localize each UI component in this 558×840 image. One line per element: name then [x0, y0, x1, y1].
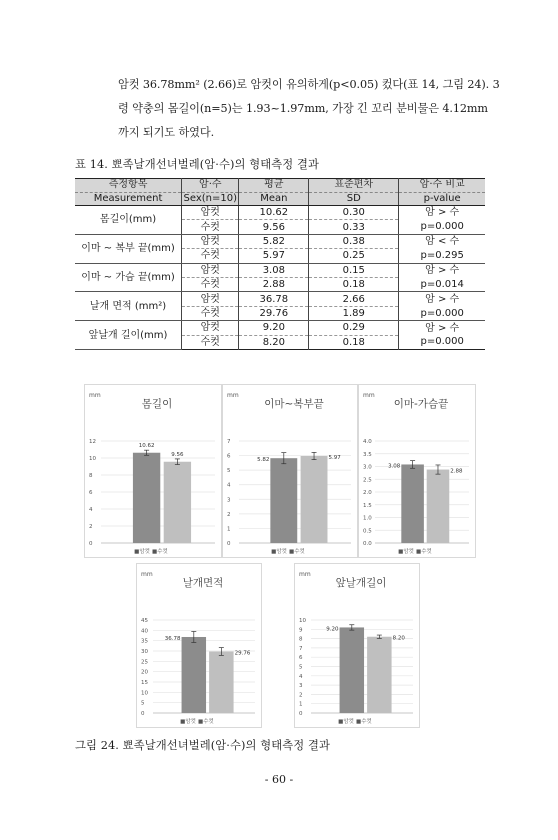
- mean-cell: 8.20: [239, 335, 309, 349]
- chart-wing-area: [136, 563, 262, 728]
- axis-unit-label: mm: [299, 571, 311, 578]
- y-tick-label: 20: [141, 669, 148, 676]
- axis-unit-label: mm: [363, 392, 375, 399]
- y-tick-label: 40: [141, 628, 148, 635]
- axis-unit-label: mm: [141, 571, 153, 578]
- table-header-row-kr: [75, 179, 485, 193]
- sd-cell: 0.29: [309, 321, 399, 335]
- mean-cell: 3.08: [239, 263, 309, 277]
- sd-cell: 1.89: [309, 306, 399, 320]
- pvalue-cell: p=0.295: [399, 249, 485, 263]
- header-compare-kr: 암·수 비교: [399, 179, 485, 193]
- y-tick-label: 5: [227, 468, 231, 475]
- table-row: [75, 321, 485, 335]
- legend-item-male: ■수컷: [416, 549, 432, 555]
- bar: [367, 637, 391, 713]
- bar: [182, 637, 206, 713]
- legend-item-female: ■암컷: [180, 719, 196, 725]
- page-number: - 60 -: [264, 773, 294, 786]
- table-row: [75, 292, 485, 306]
- y-tick-label: 4: [227, 482, 231, 489]
- pvalue-cell: p=0.014: [399, 277, 485, 291]
- chart-title: 몸길이: [141, 398, 173, 410]
- sd-cell: 0.18: [309, 335, 399, 349]
- y-tick-label: 35: [141, 638, 148, 645]
- data-label: 36.78: [164, 635, 181, 642]
- legend-item-male: ■수컷: [152, 549, 168, 555]
- legend-item-female: ■암컷: [398, 549, 414, 555]
- measurement-item: 이마 ~ 가슴 끝(mm): [75, 263, 182, 292]
- paragraph-line-2: 령 약충의 몸길이(n=5)는 1.93~1.97mm, 가장 긴 꼬리 분비물은 4.12mm: [118, 102, 488, 115]
- y-tick-label: 45: [141, 618, 148, 624]
- header-sex-en: Sex(n=10): [183, 192, 238, 204]
- sex-cell: 암컷: [182, 292, 239, 306]
- mean-cell: 5.97: [239, 249, 309, 263]
- paragraph-line-3: 까지 되기도 하였다.: [118, 126, 215, 139]
- y-tick-label: 7: [299, 645, 303, 652]
- sex-cell: 수컷: [182, 249, 239, 263]
- table-header-row-en: [75, 192, 485, 206]
- mean-cell: 9.20: [239, 321, 309, 335]
- y-tick-label: 1.5: [363, 502, 372, 509]
- compare-cell: 암 > 수: [399, 321, 485, 335]
- sex-cell: 암컷: [182, 234, 239, 248]
- y-tick-label: 30: [141, 649, 148, 655]
- sd-cell: 0.38: [309, 234, 399, 248]
- compare-cell: 암 > 수: [399, 206, 485, 220]
- y-tick-label: 1: [227, 526, 231, 533]
- sd-cell: 0.25: [309, 249, 399, 263]
- y-tick-label: 0: [227, 541, 231, 547]
- table-row: [75, 234, 485, 248]
- y-tick-label: 3: [299, 683, 303, 690]
- data-label: 10.62: [138, 443, 155, 450]
- y-tick-label: 15: [141, 680, 148, 686]
- y-tick-label: 6: [299, 655, 303, 662]
- y-tick-label: 9: [299, 627, 303, 634]
- y-tick-label: 7: [227, 439, 231, 445]
- bar: [270, 458, 297, 543]
- measurement-item: 이마 ~ 복부 끝(mm): [75, 234, 182, 263]
- sex-cell: 암컷: [182, 263, 239, 277]
- data-label: 9.20: [326, 626, 339, 633]
- y-tick-label: 4: [89, 507, 93, 513]
- compare-cell: 암 > 수: [399, 263, 485, 277]
- chart-frons-thorax: [358, 384, 476, 558]
- header-sex-kr: 암·수: [182, 179, 239, 193]
- chart-frons-abdomen: [222, 384, 358, 558]
- bar: [301, 456, 328, 543]
- paragraph-line-1: 암컷 36.78mm² (2.66)로 암컷이 유의하게(p<0.05) 컸다(표 14, 그림 24). 3: [118, 78, 500, 91]
- header-pvalue-en: p-value: [399, 192, 485, 206]
- header-mean-kr: 평균: [239, 179, 309, 193]
- measurement-item: 날개 면적 (mm²): [75, 292, 182, 321]
- axis-unit-label: mm: [227, 392, 239, 399]
- mean-cell: 36.78: [239, 292, 309, 306]
- sex-cell: 수컷: [182, 335, 239, 349]
- bar: [164, 462, 191, 543]
- y-tick-label: 10: [141, 690, 148, 697]
- y-tick-label: 5: [299, 664, 303, 671]
- pvalue-cell: p=0.000: [399, 306, 485, 320]
- y-tick-label: 2: [227, 511, 231, 518]
- measurement-table: [75, 178, 485, 350]
- legend-item-male: ■수컷: [289, 549, 305, 555]
- data-label: 9.56: [171, 451, 184, 458]
- y-tick-label: 6: [227, 453, 231, 460]
- table-row: [75, 206, 485, 220]
- chart-title: 이마~복부끝: [264, 398, 324, 410]
- legend-item-female: ■암컷: [271, 549, 287, 555]
- bar: [340, 627, 364, 713]
- figure-caption: 그림 24. 뾰족날개선녀벌레(암·수)의 형태측정 결과: [75, 739, 330, 752]
- chart-title: 이마-가슴끝: [393, 398, 449, 410]
- measurement-item: 몸길이(mm): [75, 206, 182, 235]
- data-label: 3.08: [388, 463, 401, 470]
- sd-cell: 0.18: [309, 277, 399, 291]
- mean-cell: 9.56: [239, 220, 309, 234]
- bar: [427, 470, 450, 543]
- compare-cell: 암 > 수: [399, 292, 485, 306]
- header-sd-en: SD: [309, 192, 399, 206]
- header-measurement-en: Measurement: [75, 192, 182, 206]
- data-label: 29.76: [234, 650, 251, 657]
- chart-title: 앞날개길이: [335, 577, 387, 589]
- y-tick-label: 0: [141, 711, 145, 717]
- y-tick-label: 6: [89, 490, 93, 496]
- pvalue-cell: p=0.000: [399, 220, 485, 234]
- data-label: 8.20: [392, 635, 405, 642]
- chart-title: 날개면적: [182, 577, 224, 589]
- mean-cell: 2.88: [239, 277, 309, 291]
- y-tick-label: 4: [299, 673, 303, 680]
- y-tick-label: 0: [299, 711, 303, 717]
- mean-cell: 5.82: [239, 234, 309, 248]
- measurement-item: 앞날개 길이(mm): [75, 321, 182, 350]
- bar: [209, 651, 233, 713]
- y-tick-label: 2: [89, 524, 93, 530]
- y-tick-label: 2.0: [363, 490, 372, 496]
- y-tick-label: 10: [299, 618, 306, 624]
- header-measurement-kr: 측정항목: [75, 179, 182, 193]
- y-tick-label: 0: [89, 541, 93, 547]
- legend-item-male: ■수컷: [198, 719, 214, 725]
- y-tick-label: 2.5: [363, 477, 372, 484]
- sex-cell: 수컷: [182, 220, 239, 234]
- sex-cell: 수컷: [182, 277, 239, 291]
- y-tick-label: 8: [89, 473, 93, 479]
- data-label: 5.97: [328, 455, 341, 462]
- sex-cell: 암컷: [182, 206, 239, 220]
- y-tick-label: 1: [299, 701, 303, 708]
- legend-item-female: ■암컷: [338, 719, 354, 725]
- chart-forewing-length: [294, 563, 420, 728]
- sd-cell: 0.33: [309, 220, 399, 234]
- pvalue-cell: p=0.000: [399, 335, 485, 349]
- body-paragraph: [118, 73, 500, 145]
- y-tick-label: 2: [299, 692, 303, 699]
- sex-cell: 수컷: [182, 306, 239, 320]
- y-tick-label: 5: [141, 700, 145, 707]
- header-mean-en: Mean: [239, 192, 309, 206]
- data-label: 2.88: [450, 468, 463, 475]
- y-tick-label: 1.0: [363, 515, 372, 522]
- axis-unit-label: mm: [89, 392, 101, 399]
- sex-cell: 암컷: [182, 321, 239, 335]
- y-tick-label: 0.5: [363, 528, 372, 535]
- sd-cell: 0.30: [309, 206, 399, 220]
- header-sd-kr: 표준편차: [309, 179, 399, 193]
- table-caption: 표 14. 뾰족날개선녀벌레(암·수)의 형태측정 결과: [75, 158, 319, 171]
- legend-item-male: ■수컷: [356, 719, 372, 725]
- y-tick-label: 4.0: [363, 439, 372, 445]
- y-tick-label: 8: [299, 636, 303, 643]
- y-tick-label: 10: [89, 456, 96, 462]
- y-tick-label: 3.5: [363, 451, 372, 458]
- y-tick-label: 12: [89, 439, 96, 445]
- chart-body-length: [84, 384, 222, 558]
- y-tick-label: 0.0: [363, 541, 372, 547]
- legend-item-female: ■암컷: [134, 549, 150, 555]
- bar: [401, 464, 424, 543]
- mean-cell: 29.76: [239, 306, 309, 320]
- compare-cell: 암 < 수: [399, 234, 485, 248]
- data-label: 5.82: [257, 457, 270, 464]
- y-tick-label: 3: [227, 497, 231, 504]
- table-row: [75, 263, 485, 277]
- mean-cell: 10.62: [239, 206, 309, 220]
- y-tick-label: 3.0: [363, 464, 372, 471]
- bar: [133, 453, 160, 543]
- sd-cell: 0.15: [309, 263, 399, 277]
- y-tick-label: 25: [141, 659, 148, 666]
- sd-cell: 2.66: [309, 292, 399, 306]
